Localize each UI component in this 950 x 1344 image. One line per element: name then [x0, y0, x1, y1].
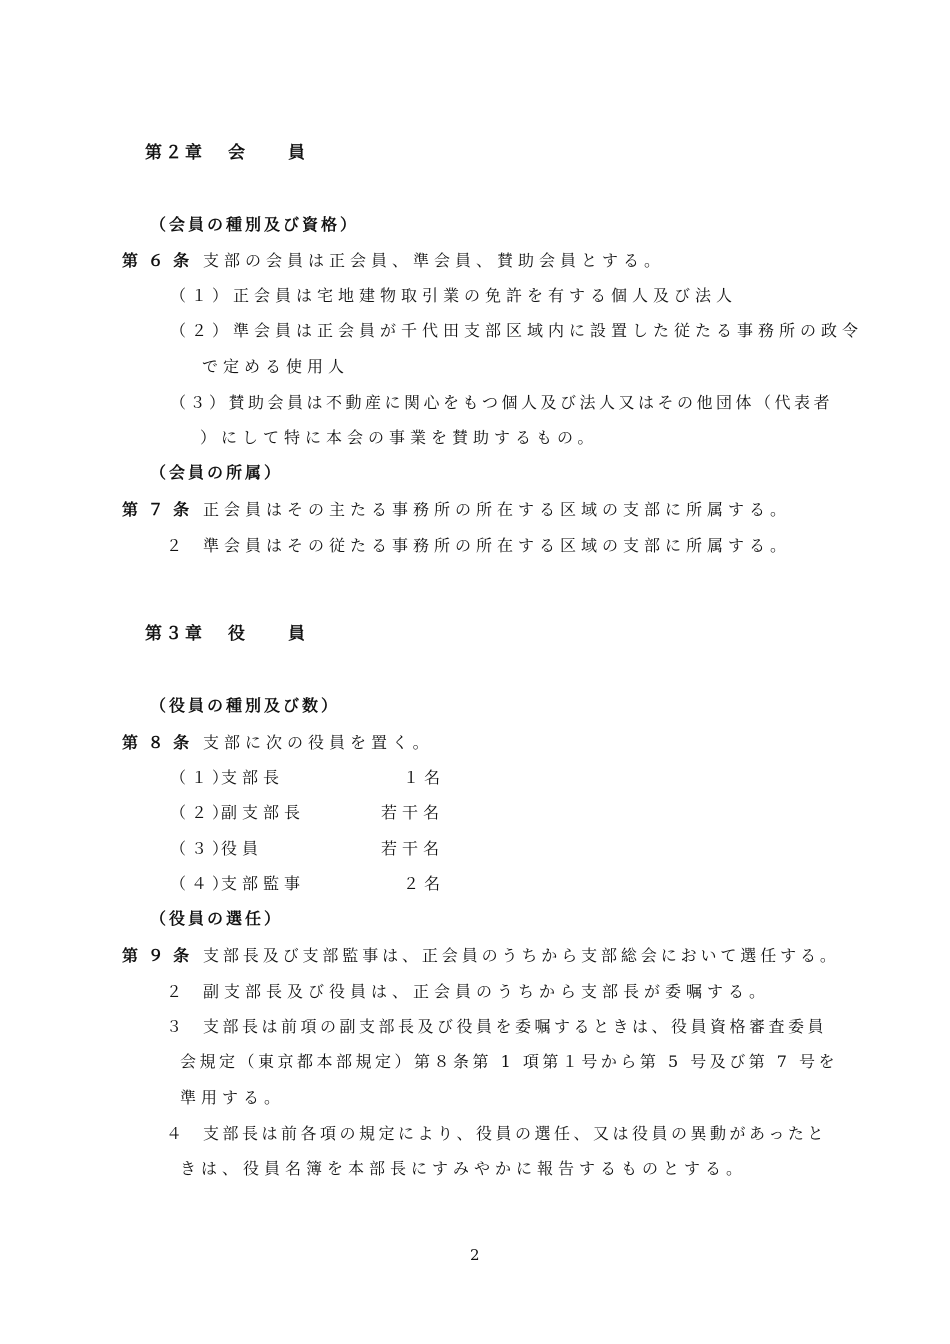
role-2-number: （２） [170, 803, 234, 822]
article-9-para-4-number: ４ [166, 1124, 188, 1143]
role-4-name: 支部監事 [221, 874, 306, 893]
article-6-item-3-cont: ）にして特に本会の事業を賛助するもの。 [200, 428, 599, 447]
article-6-text: 支部の会員は正会員、準会員、賛助会員とする。 [203, 251, 666, 270]
article-9-para-3-line-3: 準用する。 [180, 1088, 286, 1107]
article-9-para-2-text: 副支部長及び役員は、正会員のうちから支部長が委嘱する。 [203, 982, 771, 1001]
article-6-item-2: （２）準会員は正会員が千代田支部区域内に設置した従たる事務所の政令 [170, 321, 864, 340]
role-3-number: （３） [170, 839, 234, 858]
article-7-para-2-text: 準会員はその従たる事務所の所在する区域の支部に所属する。 [203, 536, 792, 555]
article-9-label: 第 ９ 条 [122, 946, 192, 965]
chapter-3-number: 第３章 [145, 624, 205, 644]
article-6-item-1: （１）正会員は宅地建物取引業の免許を有する個人及び法人 [170, 286, 738, 305]
chapter-2-number: 第２章 [145, 143, 205, 163]
article-8-label: 第 ８ 条 [122, 733, 192, 752]
article-9-para-2-number: ２ [166, 982, 188, 1001]
article-9-para-3-line-1: 支部長は前項の副支部長及び役員を委嘱するときは、役員資格審査委員 [203, 1017, 828, 1036]
article-7-para-2-number: ２ [166, 536, 188, 555]
article-9-para-3-line-2: 会規定（東京都本部規定）第８条第 1 項第１号から第 5 号及び第 7 号を [180, 1052, 839, 1071]
chapter-2-title: 会 員 [228, 143, 308, 163]
role-1-name: 支部長 [221, 768, 285, 787]
article-6-item-2-cont: で定める使用人 [202, 357, 350, 376]
article-8-heading: （役員の種別及び数） [150, 696, 341, 715]
article-6-item-3: （３）賛助会員は不動産に関心をもつ個人及び法人又はその他団体（代表者 [170, 393, 834, 412]
article-7-label: 第 ７ 条 [122, 500, 192, 519]
role-2-name: 副支部長 [221, 803, 306, 822]
article-9-para-3-number: ３ [166, 1017, 188, 1036]
article-8-text: 支部に次の役員を置く。 [203, 733, 434, 752]
role-4-number: （４） [170, 874, 234, 893]
article-6-label: 第 ６ 条 [122, 251, 192, 270]
article-9-text: 支部長及び支部監事は、正会員のうちから支部総会において選任する。 [203, 946, 840, 965]
role-4-count: ２名 [403, 874, 446, 893]
page-number: 2 [470, 1246, 480, 1264]
chapter-3-title: 役 員 [228, 624, 308, 644]
article-9-heading: （役員の選任） [150, 909, 284, 928]
role-3-count: 若干名 [381, 839, 445, 858]
article-7-heading: （会員の所属） [150, 463, 284, 482]
role-1-count: １名 [403, 768, 446, 787]
article-9-para-4-line-2: きは、役員名簿を本部長にすみやかに報告するものとする。 [180, 1159, 748, 1178]
article-9-para-4-line-1: 支部長は前各項の規定により、役員の選任、又は役員の異動があったと [203, 1124, 827, 1143]
article-6-heading: （会員の種別及び資格） [150, 215, 360, 234]
article-7-text: 正会員はその主たる事務所の所在する区域の支部に所属する。 [203, 500, 792, 519]
role-3-name: 役員 [221, 839, 264, 858]
role-1-number: （１） [170, 768, 234, 787]
role-2-count: 若干名 [381, 803, 445, 822]
